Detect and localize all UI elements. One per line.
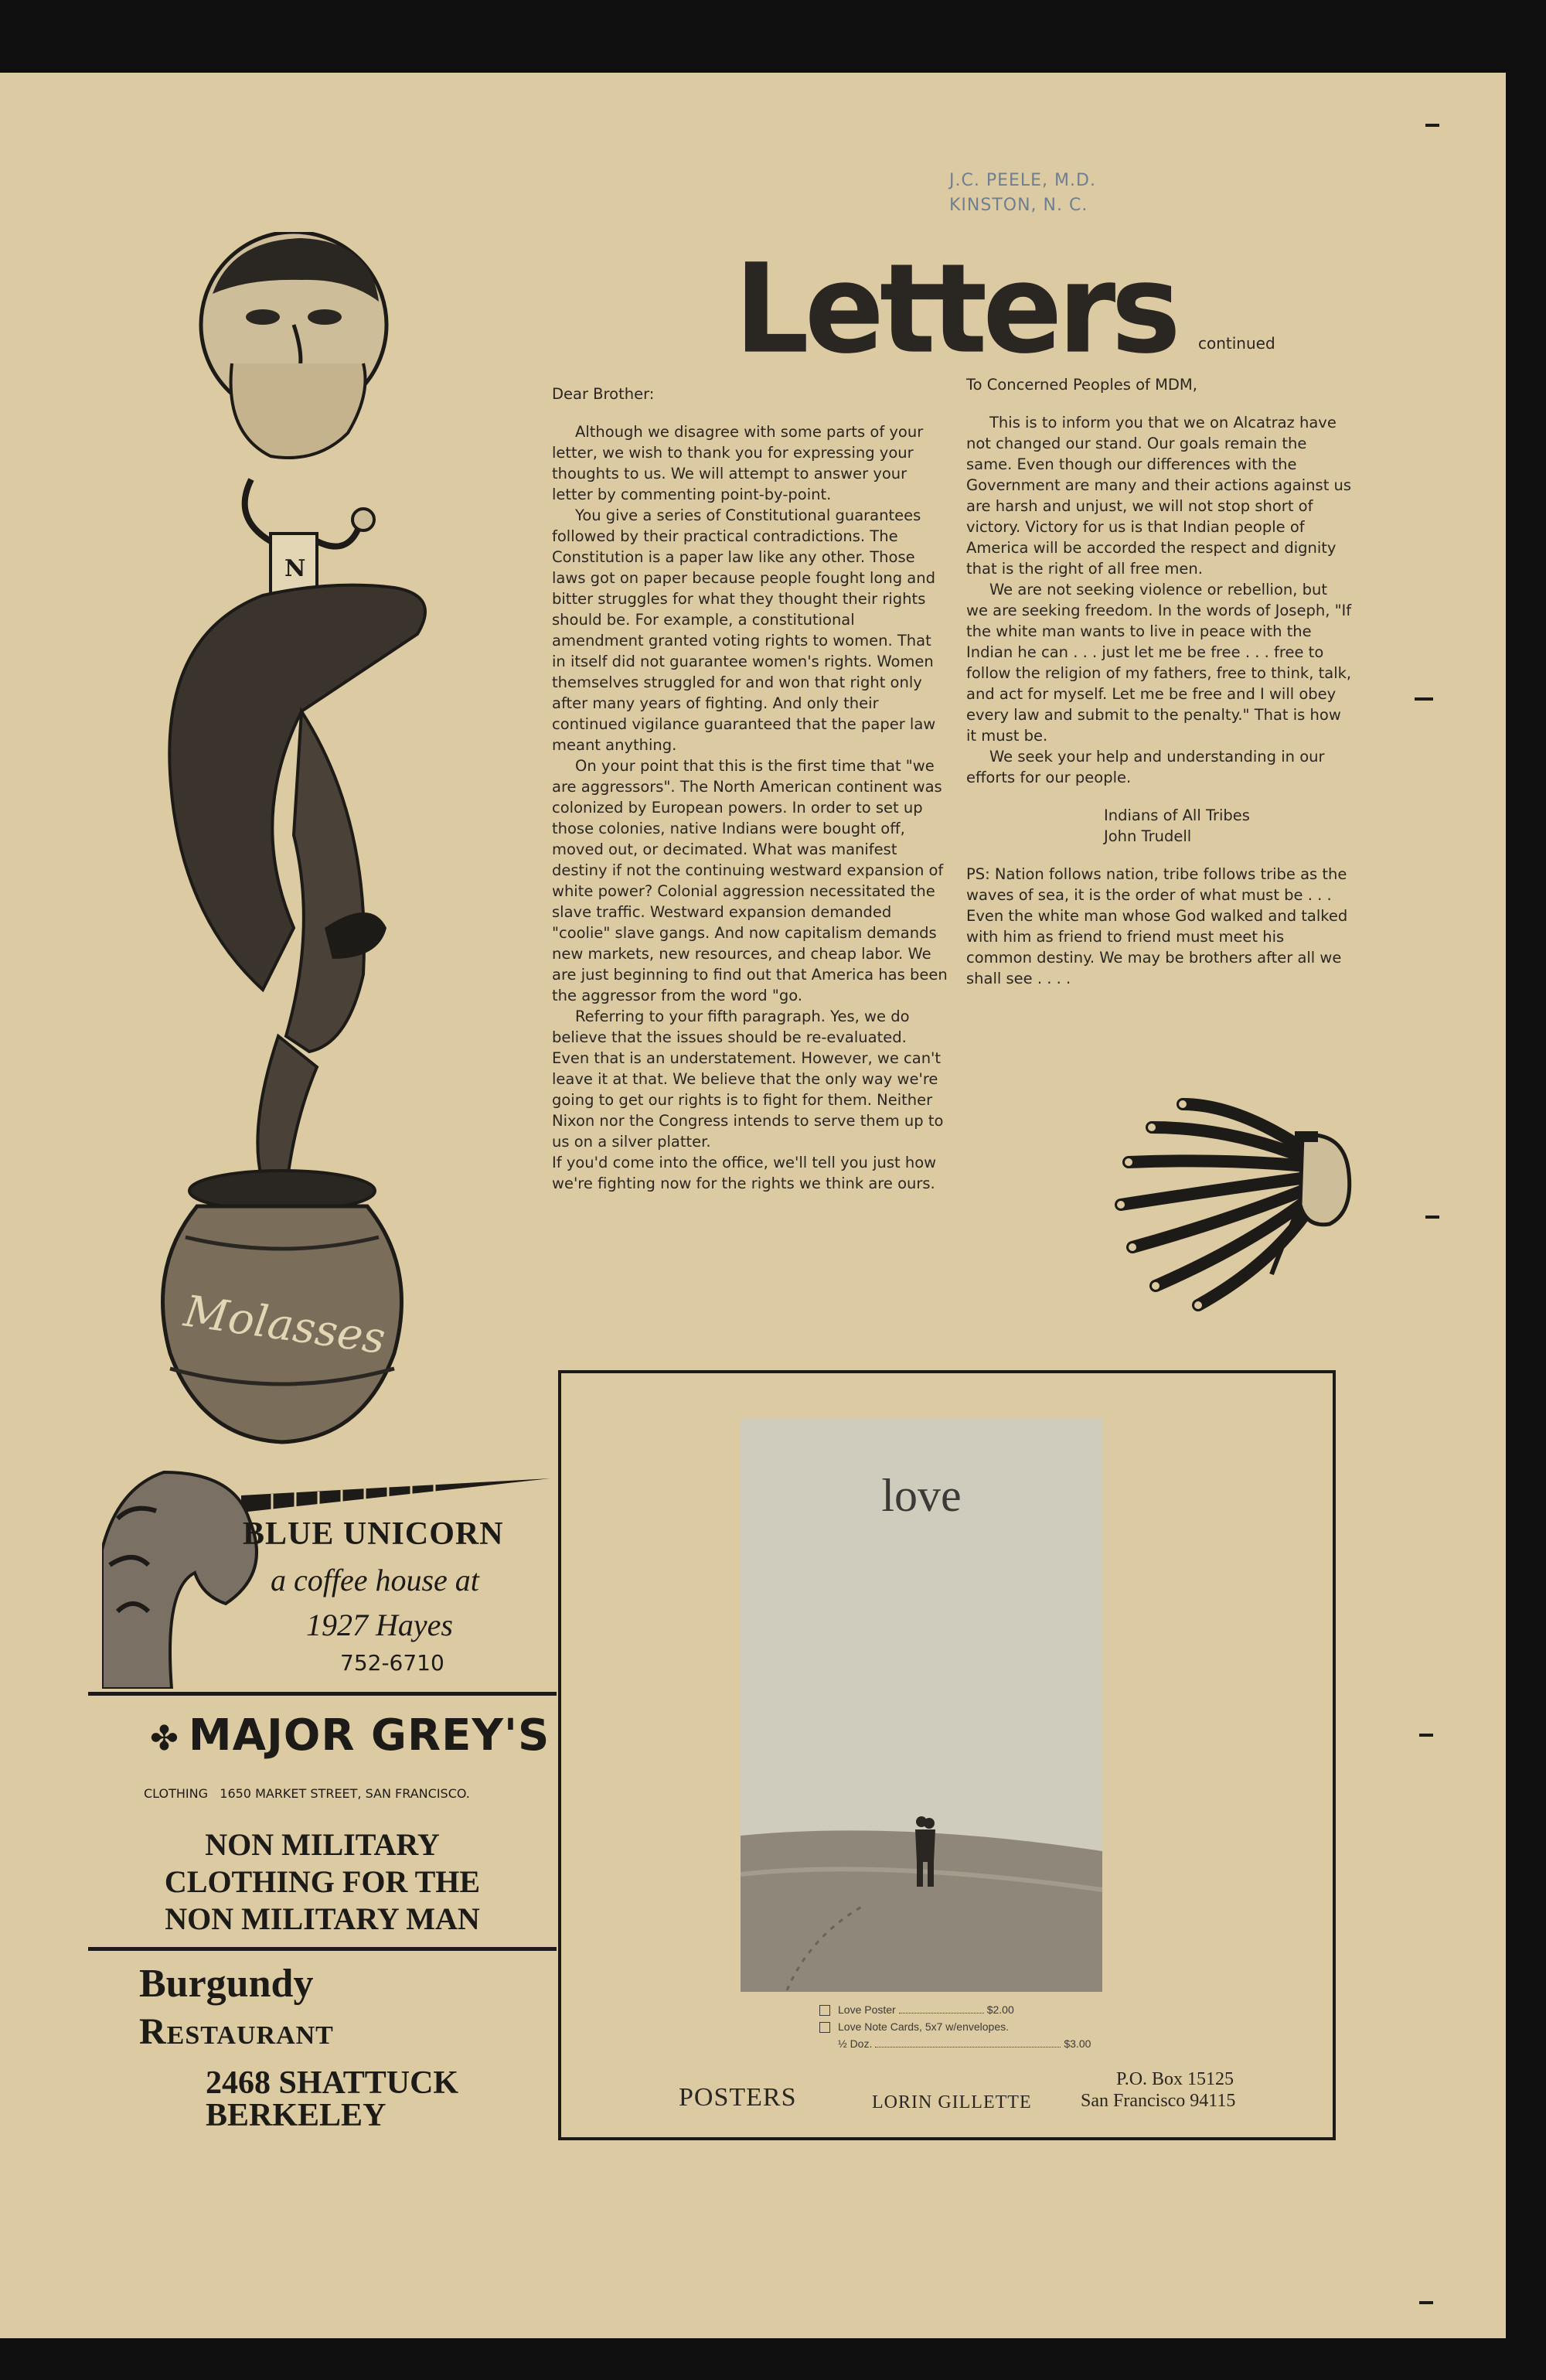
order-item-1 (819, 2001, 1091, 2018)
order-item-2-quantity: ½ Doz. (838, 2037, 873, 2050)
edge-mark (1419, 1734, 1433, 1737)
letter-1-column (552, 384, 948, 1194)
major-greys-address: CLOTHING 1650 MARKET STREET, SAN FRANCISCO. (144, 1786, 470, 1801)
slogan-line-1: NON MILITARY (205, 1827, 440, 1862)
edge-mark (1425, 124, 1439, 127)
burgundy-address-2: BERKELEY (206, 2098, 386, 2133)
address-stamp (949, 169, 1096, 218)
poster-city: San Francisco 94115 (1081, 2091, 1236, 2111)
posters-label: POSTERS (679, 2083, 797, 2112)
letter-2-salutation: To Concerned Peoples of MDM, (966, 376, 1197, 394)
poster-artist: LORIN GILLETTE (872, 2092, 1032, 2112)
blue-unicorn-name: BLUE UNICORN (243, 1516, 504, 1552)
letter-1-paragraph: You give a series of Constitutional guarantees followed by their practical contradictions. The Constitution is a paper law like any other. Those laws got on paper because people fought long and bitter struggles for what they thought their rights should be. For example, a constitutional amendment granted voting rights to women. That in itself did not guarantee women's rights. Women themselves struggled for and won that right only after many years of fighting. And only their continued vigilance guaranteed that the paper law meant anything. (552, 506, 936, 754)
jar-label: Molasses (181, 1286, 389, 1365)
order-item-2-label: Love Note Cards, 5x7 w/envelopes. (838, 2020, 1010, 2033)
letter-2-paragraph: This is to inform you that we on Alcatraz have not changed our stand. Our goals remain the same. Even though our differences with the Government are many and their actions against us are harsh and unjust, we will not stop short of victory. Victory for us is that Indian people of America will be accorded the respect and dignity that is the right of all free men. (966, 414, 1352, 578)
major-greys-ad (88, 1701, 557, 1949)
burgundy-name-2: Restaurant (139, 2011, 334, 2052)
stamp-line-2: KINSTON, N. C. (949, 196, 1088, 215)
ad-divider-1 (88, 1692, 557, 1696)
order-item-1-label: Love Poster (838, 2003, 896, 2016)
order-form (819, 2001, 1091, 2052)
stamp-line-1: J.C. PEELE, M.D. (949, 171, 1096, 190)
blue-unicorn-ad (91, 1457, 555, 1689)
headdress-illustration (1098, 1089, 1353, 1313)
blue-unicorn-address: 1927 Hayes (306, 1608, 453, 1642)
letter-2-paragraph: We seek your help and understanding in our efforts for our people. (966, 748, 1325, 786)
blue-unicorn-phone: 752-6710 (340, 1650, 444, 1676)
edge-mark (1419, 2301, 1433, 2304)
letter-2-postscript: PS: Nation follows nation, tribe follows tribe as the waves of sea, it is the order of what must be . . . Even the white man whose God walked and talked with him as friend to friend must meet his common destiny. We may be brothers after all we shall see . . . . (966, 865, 1348, 987)
leaf-icon: ✤ (150, 1719, 179, 1758)
order-checkbox-1[interactable] (819, 2005, 830, 2016)
burgundy-name-1: Burgundy (139, 1962, 314, 2006)
letter-2-signature-group: Indians of All Tribes (1104, 806, 1250, 824)
burgundy-ad (139, 1961, 557, 2146)
letter-2-column (966, 374, 1353, 989)
love-poster-photo (741, 1418, 1102, 1992)
letters-masthead: Letters (734, 237, 1177, 381)
major-greys-name-text: MAJOR GREY'S (188, 1710, 550, 1761)
slogan-line-3: NON MILITARY MAN (165, 1901, 480, 1936)
letter-1-salutation: Dear Brother: (552, 385, 655, 403)
order-item-2b (819, 2035, 1091, 2052)
burgundy-address-1: 2468 SHATTUCK (206, 2065, 459, 2101)
chief-face (1300, 1135, 1350, 1225)
embracing-couple (912, 1816, 938, 1887)
continued-label: continued (1198, 334, 1275, 353)
letter-2-paragraph: We are not seeking violence or rebellion, but we are seeking freedom. In the words of Joseph, "If the white man wants to live in peace with the Indian he can . . . just let me be free . . . free to follow the religion of my fathers, free to think, talk, and act for myself. Let me be free and I will obey every law and submit to the penalty." That is how it must be. (966, 581, 1352, 745)
slogan-line-2: CLOTHING FOR THE (164, 1864, 481, 1899)
letter-2-signature-name: John Trudell (1104, 827, 1192, 845)
poster-po-box: P.O. Box 15125 (1116, 2069, 1234, 2089)
order-item-2 (819, 2018, 1091, 2035)
edge-mark (1415, 697, 1433, 701)
order-checkbox-2[interactable] (819, 2022, 830, 2033)
letter-1-paragraph: Although we disagree with some parts of your letter, we wish to thank you for expressing your thoughts to us. We will attempt to answer your letter by commenting point-by-point. (552, 423, 924, 503)
shirt-letter: N (284, 555, 306, 582)
poster-title: love (881, 1470, 962, 1521)
caricature-illustration (116, 232, 472, 1446)
letter-1-paragraph: Referring to your fifth paragraph. Yes, we do believe that the issues should be re-evaluated. Even that is an understatement. However, we can't leave it at that. We believe that the only way we're going to get our rights is to fight for them. Neither Nixon nor the Congress intends to serve them up to us on a silver platter. (552, 1008, 944, 1151)
major-greys-name (150, 1710, 550, 1761)
order-item-1-price: $2.00 (986, 2003, 1014, 2016)
order-item-2-price: $3.00 (1064, 2037, 1091, 2050)
edge-mark (1425, 1216, 1439, 1219)
letter-1-paragraph: On your point that this is the first time that "we are aggressors". The North American continent was colonized by European powers. In order to set up those colonies, native Indians were bought off, moved out, or decimated. What was manifest destiny if not the continuing westward expansion of white power? Colonial aggression necessitated the slave traffic. Westward expansion demanded "coolie" slave gangs. And now capitalism demands new markets, new resources, and cheap labor. We are just beginning to find out that America has been the aggressor from the word "go. (552, 757, 948, 1004)
ad-divider-2 (88, 1947, 557, 1951)
major-greys-slogan (88, 1826, 557, 1938)
letter-1-closing: If you'd come into the office, we'll tell you just how we're fighting now for the rights we think are ours. (552, 1154, 937, 1192)
blue-unicorn-tagline: a coffee house at (271, 1563, 479, 1597)
